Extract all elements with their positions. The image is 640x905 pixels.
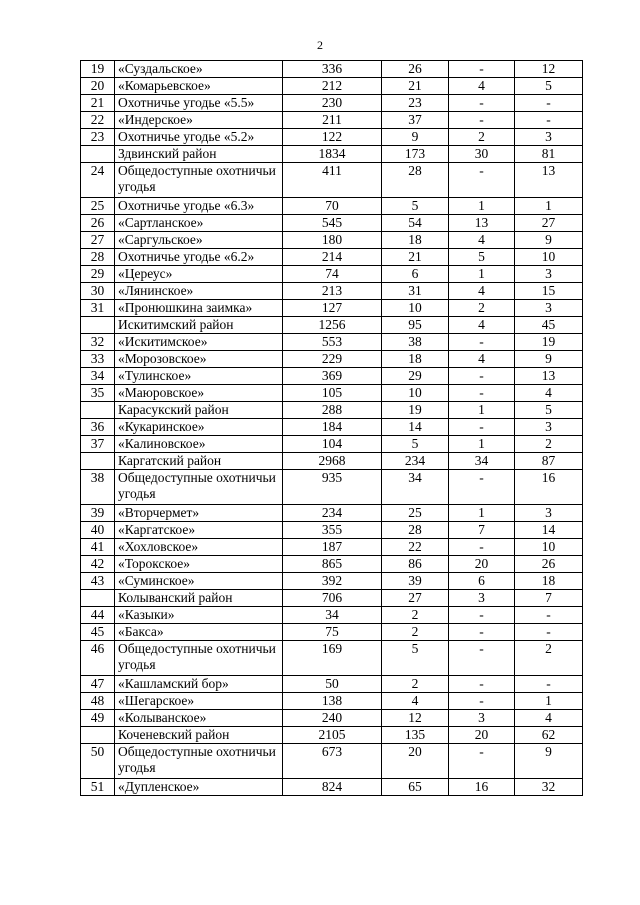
cell-ground-name: «Торокское»: [115, 556, 283, 573]
cell-value-4: 1: [515, 198, 583, 215]
cell-value-3: 3: [449, 710, 515, 727]
cell-value-3: 7: [449, 522, 515, 539]
cell-value-3: -: [449, 539, 515, 556]
cell-value-1: 127: [283, 300, 382, 317]
cell-value-3: -: [449, 95, 515, 112]
table-row: [81, 300, 583, 317]
cell-number: 40: [81, 522, 115, 539]
cell-ground-name: Колыванский район: [115, 590, 283, 607]
table-row: [81, 556, 583, 573]
cell-number: [81, 402, 115, 419]
cell-ground-name: «Каргатское»: [115, 522, 283, 539]
cell-value-2: 5: [382, 641, 449, 676]
cell-value-2: 12: [382, 710, 449, 727]
cell-number: 28: [81, 249, 115, 266]
cell-value-2: 4: [382, 693, 449, 710]
cell-number: 44: [81, 607, 115, 624]
cell-value-3: 1: [449, 198, 515, 215]
cell-value-3: 1: [449, 436, 515, 453]
cell-value-2: 23: [382, 95, 449, 112]
cell-value-2: 38: [382, 334, 449, 351]
cell-number: 30: [81, 283, 115, 300]
cell-ground-name: «Искитимское»: [115, 334, 283, 351]
cell-value-4: 10: [515, 539, 583, 556]
cell-number: [81, 453, 115, 470]
cell-ground-name: «Колыванское»: [115, 710, 283, 727]
cell-value-3: 1: [449, 505, 515, 522]
cell-value-2: 31: [382, 283, 449, 300]
cell-value-4: 3: [515, 266, 583, 283]
cell-value-1: 935: [283, 470, 382, 505]
cell-value-1: 673: [283, 744, 382, 779]
cell-ground-name: «Тулинское»: [115, 368, 283, 385]
cell-ground-name: «Пронюшкина заимка»: [115, 300, 283, 317]
cell-number: 47: [81, 676, 115, 693]
district-subtotal-row: [81, 727, 583, 744]
cell-value-2: 9: [382, 129, 449, 146]
cell-value-4: -: [515, 607, 583, 624]
cell-number: 20: [81, 78, 115, 95]
cell-value-1: 2105: [283, 727, 382, 744]
cell-ground-name: Охотничье угодье «5.5»: [115, 95, 283, 112]
cell-value-4: 9: [515, 351, 583, 368]
cell-ground-name: «Лянинское»: [115, 283, 283, 300]
cell-value-4: -: [515, 112, 583, 129]
cell-value-2: 14: [382, 419, 449, 436]
cell-ground-name: Охотничье угодье «6.3»: [115, 198, 283, 215]
cell-ground-name: Коченевский район: [115, 727, 283, 744]
cell-value-2: 135: [382, 727, 449, 744]
cell-value-1: 355: [283, 522, 382, 539]
cell-value-1: 75: [283, 624, 382, 641]
cell-value-1: 105: [283, 385, 382, 402]
cell-ground-name: «Индерское»: [115, 112, 283, 129]
cell-ground-name: Карасукский район: [115, 402, 283, 419]
cell-value-4: 3: [515, 300, 583, 317]
cell-value-4: 2: [515, 436, 583, 453]
cell-value-2: 18: [382, 351, 449, 368]
cell-value-1: 169: [283, 641, 382, 676]
table-row: [81, 112, 583, 129]
table-row: [81, 351, 583, 368]
cell-value-3: -: [449, 112, 515, 129]
cell-value-4: 27: [515, 215, 583, 232]
cell-ground-name: «Шегарское»: [115, 693, 283, 710]
district-subtotal-row: [81, 590, 583, 607]
cell-ground-name: «Маюровское»: [115, 385, 283, 402]
table-row: [81, 95, 583, 112]
page-number: 2: [317, 38, 323, 52]
cell-value-3: 4: [449, 351, 515, 368]
cell-value-4: 81: [515, 146, 583, 163]
cell-value-2: 54: [382, 215, 449, 232]
cell-ground-name: Общедоступные охотничьи угодья: [115, 470, 283, 505]
cell-value-4: 3: [515, 419, 583, 436]
cell-value-1: 234: [283, 505, 382, 522]
cell-value-3: 13: [449, 215, 515, 232]
cell-ground-name: «Комарьевское»: [115, 78, 283, 95]
cell-number: 34: [81, 368, 115, 385]
cell-value-1: 706: [283, 590, 382, 607]
table-row: [81, 334, 583, 351]
cell-value-1: 553: [283, 334, 382, 351]
cell-value-4: 13: [515, 368, 583, 385]
cell-number: [81, 727, 115, 744]
cell-value-3: -: [449, 163, 515, 198]
table-row: [81, 163, 583, 198]
cell-value-1: 187: [283, 539, 382, 556]
cell-value-2: 27: [382, 590, 449, 607]
table-row: [81, 693, 583, 710]
cell-number: 19: [81, 61, 115, 78]
cell-ground-name: Охотничье угодье «6.2»: [115, 249, 283, 266]
cell-value-1: 2968: [283, 453, 382, 470]
cell-value-3: 16: [449, 779, 515, 796]
cell-value-2: 22: [382, 539, 449, 556]
cell-value-3: 1: [449, 402, 515, 419]
table-row: [81, 368, 583, 385]
cell-value-2: 21: [382, 78, 449, 95]
cell-number: 38: [81, 470, 115, 505]
cell-value-4: 9: [515, 744, 583, 779]
table-row: [81, 624, 583, 641]
cell-number: 36: [81, 419, 115, 436]
cell-value-4: 12: [515, 61, 583, 78]
table-row: [81, 283, 583, 300]
cell-value-1: 180: [283, 232, 382, 249]
table-row: [81, 505, 583, 522]
cell-value-1: 138: [283, 693, 382, 710]
cell-value-2: 2: [382, 624, 449, 641]
cell-ground-name: «Кашламский бор»: [115, 676, 283, 693]
cell-value-3: 4: [449, 317, 515, 334]
cell-value-2: 86: [382, 556, 449, 573]
cell-value-1: 369: [283, 368, 382, 385]
cell-value-3: 3: [449, 590, 515, 607]
cell-ground-name: «Цереус»: [115, 266, 283, 283]
cell-value-2: 65: [382, 779, 449, 796]
cell-ground-name: «Вторчермет»: [115, 505, 283, 522]
cell-value-4: 18: [515, 573, 583, 590]
cell-value-4: 5: [515, 78, 583, 95]
cell-value-2: 5: [382, 198, 449, 215]
table-row: [81, 641, 583, 676]
cell-value-1: 336: [283, 61, 382, 78]
cell-ground-name: «Хохловское»: [115, 539, 283, 556]
cell-value-4: 3: [515, 129, 583, 146]
cell-value-1: 122: [283, 129, 382, 146]
cell-value-4: -: [515, 676, 583, 693]
cell-value-3: -: [449, 607, 515, 624]
cell-value-4: 4: [515, 385, 583, 402]
cell-value-2: 28: [382, 522, 449, 539]
cell-value-2: 6: [382, 266, 449, 283]
cell-value-2: 95: [382, 317, 449, 334]
cell-value-4: 26: [515, 556, 583, 573]
cell-value-4: 16: [515, 470, 583, 505]
cell-ground-name: Общедоступные охотничьи угодья: [115, 641, 283, 676]
cell-number: 43: [81, 573, 115, 590]
cell-value-2: 20: [382, 744, 449, 779]
cell-number: 25: [81, 198, 115, 215]
cell-ground-name: «Бакса»: [115, 624, 283, 641]
cell-value-1: 865: [283, 556, 382, 573]
cell-value-1: 74: [283, 266, 382, 283]
cell-value-3: 1: [449, 266, 515, 283]
cell-number: 41: [81, 539, 115, 556]
cell-value-3: 5: [449, 249, 515, 266]
cell-number: 23: [81, 129, 115, 146]
cell-value-3: 20: [449, 556, 515, 573]
cell-value-1: 211: [283, 112, 382, 129]
district-subtotal-row: [81, 146, 583, 163]
cell-value-3: -: [449, 676, 515, 693]
cell-value-4: 1: [515, 693, 583, 710]
table-row: [81, 232, 583, 249]
cell-value-1: 411: [283, 163, 382, 198]
cell-value-4: 2: [515, 641, 583, 676]
table-row: [81, 61, 583, 78]
table-row: [81, 539, 583, 556]
table-row: [81, 249, 583, 266]
district-subtotal-row: [81, 453, 583, 470]
table-row: [81, 198, 583, 215]
cell-number: 35: [81, 385, 115, 402]
cell-value-2: 10: [382, 385, 449, 402]
cell-number: 46: [81, 641, 115, 676]
cell-number: 29: [81, 266, 115, 283]
cell-value-3: -: [449, 744, 515, 779]
cell-ground-name: «Калиновское»: [115, 436, 283, 453]
cell-value-2: 29: [382, 368, 449, 385]
cell-value-3: 34: [449, 453, 515, 470]
cell-number: 51: [81, 779, 115, 796]
cell-value-3: -: [449, 61, 515, 78]
cell-value-1: 545: [283, 215, 382, 232]
cell-number: [81, 590, 115, 607]
cell-value-4: -: [515, 95, 583, 112]
cell-value-3: 30: [449, 146, 515, 163]
cell-value-3: 20: [449, 727, 515, 744]
cell-value-2: 37: [382, 112, 449, 129]
table-row: [81, 78, 583, 95]
cell-number: 50: [81, 744, 115, 779]
cell-value-1: 184: [283, 419, 382, 436]
cell-value-3: -: [449, 385, 515, 402]
cell-value-4: 19: [515, 334, 583, 351]
cell-value-2: 2: [382, 607, 449, 624]
cell-number: 22: [81, 112, 115, 129]
district-subtotal-row: [81, 402, 583, 419]
cell-value-2: 10: [382, 300, 449, 317]
cell-value-4: 87: [515, 453, 583, 470]
cell-number: 21: [81, 95, 115, 112]
cell-value-3: 6: [449, 573, 515, 590]
table-row: [81, 744, 583, 779]
cell-number: 39: [81, 505, 115, 522]
cell-value-4: 45: [515, 317, 583, 334]
cell-ground-name: «Дупленское»: [115, 779, 283, 796]
cell-value-1: 34: [283, 607, 382, 624]
cell-number: [81, 146, 115, 163]
cell-value-3: -: [449, 419, 515, 436]
cell-value-2: 26: [382, 61, 449, 78]
cell-value-3: -: [449, 334, 515, 351]
cell-value-1: 1834: [283, 146, 382, 163]
cell-value-3: 4: [449, 283, 515, 300]
table-row: [81, 710, 583, 727]
cell-value-1: 288: [283, 402, 382, 419]
cell-value-1: 212: [283, 78, 382, 95]
table-row: [81, 573, 583, 590]
cell-value-1: 229: [283, 351, 382, 368]
cell-value-3: 2: [449, 300, 515, 317]
district-subtotal-row: [81, 317, 583, 334]
cell-value-2: 2: [382, 676, 449, 693]
table-row: [81, 676, 583, 693]
cell-ground-name: «Саргульское»: [115, 232, 283, 249]
cell-value-3: 4: [449, 232, 515, 249]
cell-ground-name: Искитимский район: [115, 317, 283, 334]
cell-value-1: 213: [283, 283, 382, 300]
cell-ground-name: «Казыки»: [115, 607, 283, 624]
cell-value-2: 39: [382, 573, 449, 590]
table-row: [81, 266, 583, 283]
cell-ground-name: Охотничье угодье «5.2»: [115, 129, 283, 146]
cell-value-3: -: [449, 470, 515, 505]
cell-value-1: 240: [283, 710, 382, 727]
cell-number: 27: [81, 232, 115, 249]
cell-value-2: 25: [382, 505, 449, 522]
cell-value-4: 32: [515, 779, 583, 796]
cell-value-4: 3: [515, 505, 583, 522]
cell-value-4: 14: [515, 522, 583, 539]
table-row: [81, 385, 583, 402]
hunting-grounds-table: [80, 60, 583, 796]
cell-value-3: 2: [449, 129, 515, 146]
cell-ground-name: «Морозовское»: [115, 351, 283, 368]
cell-value-4: 9: [515, 232, 583, 249]
cell-value-4: 13: [515, 163, 583, 198]
cell-number: 31: [81, 300, 115, 317]
cell-value-1: 230: [283, 95, 382, 112]
cell-value-1: 1256: [283, 317, 382, 334]
cell-ground-name: Общедоступные охотничьи угодья: [115, 163, 283, 198]
table-row: [81, 607, 583, 624]
table-row: [81, 779, 583, 796]
table-row: [81, 419, 583, 436]
cell-value-4: 7: [515, 590, 583, 607]
cell-number: 49: [81, 710, 115, 727]
table-row: [81, 436, 583, 453]
cell-number: 45: [81, 624, 115, 641]
cell-ground-name: Здвинский район: [115, 146, 283, 163]
cell-number: [81, 317, 115, 334]
cell-number: 33: [81, 351, 115, 368]
cell-value-1: 104: [283, 436, 382, 453]
cell-ground-name: «Суздальское»: [115, 61, 283, 78]
cell-value-2: 18: [382, 232, 449, 249]
cell-value-1: 50: [283, 676, 382, 693]
cell-ground-name: «Сартланское»: [115, 215, 283, 232]
cell-value-1: 392: [283, 573, 382, 590]
cell-value-3: -: [449, 693, 515, 710]
table-row: [81, 470, 583, 505]
table-row: [81, 522, 583, 539]
cell-value-2: 173: [382, 146, 449, 163]
cell-ground-name: «Суминское»: [115, 573, 283, 590]
cell-number: 24: [81, 163, 115, 198]
cell-number: 48: [81, 693, 115, 710]
cell-value-1: 214: [283, 249, 382, 266]
cell-ground-name: Общедоступные охотничьи угодья: [115, 744, 283, 779]
cell-value-1: 70: [283, 198, 382, 215]
cell-number: 32: [81, 334, 115, 351]
table-body: [81, 61, 583, 796]
cell-ground-name: «Кукаринское»: [115, 419, 283, 436]
cell-number: 26: [81, 215, 115, 232]
cell-value-3: -: [449, 624, 515, 641]
cell-number: 37: [81, 436, 115, 453]
cell-value-2: 234: [382, 453, 449, 470]
table-row: [81, 129, 583, 146]
cell-value-3: -: [449, 368, 515, 385]
cell-value-4: 15: [515, 283, 583, 300]
cell-value-1: 824: [283, 779, 382, 796]
cell-value-2: 28: [382, 163, 449, 198]
cell-value-2: 19: [382, 402, 449, 419]
table-row: [81, 215, 583, 232]
cell-value-4: 4: [515, 710, 583, 727]
cell-value-4: -: [515, 624, 583, 641]
cell-value-4: 10: [515, 249, 583, 266]
cell-value-2: 34: [382, 470, 449, 505]
cell-value-2: 5: [382, 436, 449, 453]
cell-value-4: 62: [515, 727, 583, 744]
cell-number: 42: [81, 556, 115, 573]
cell-ground-name: Каргатский район: [115, 453, 283, 470]
cell-value-3: -: [449, 641, 515, 676]
cell-value-4: 5: [515, 402, 583, 419]
cell-value-3: 4: [449, 78, 515, 95]
cell-value-2: 21: [382, 249, 449, 266]
